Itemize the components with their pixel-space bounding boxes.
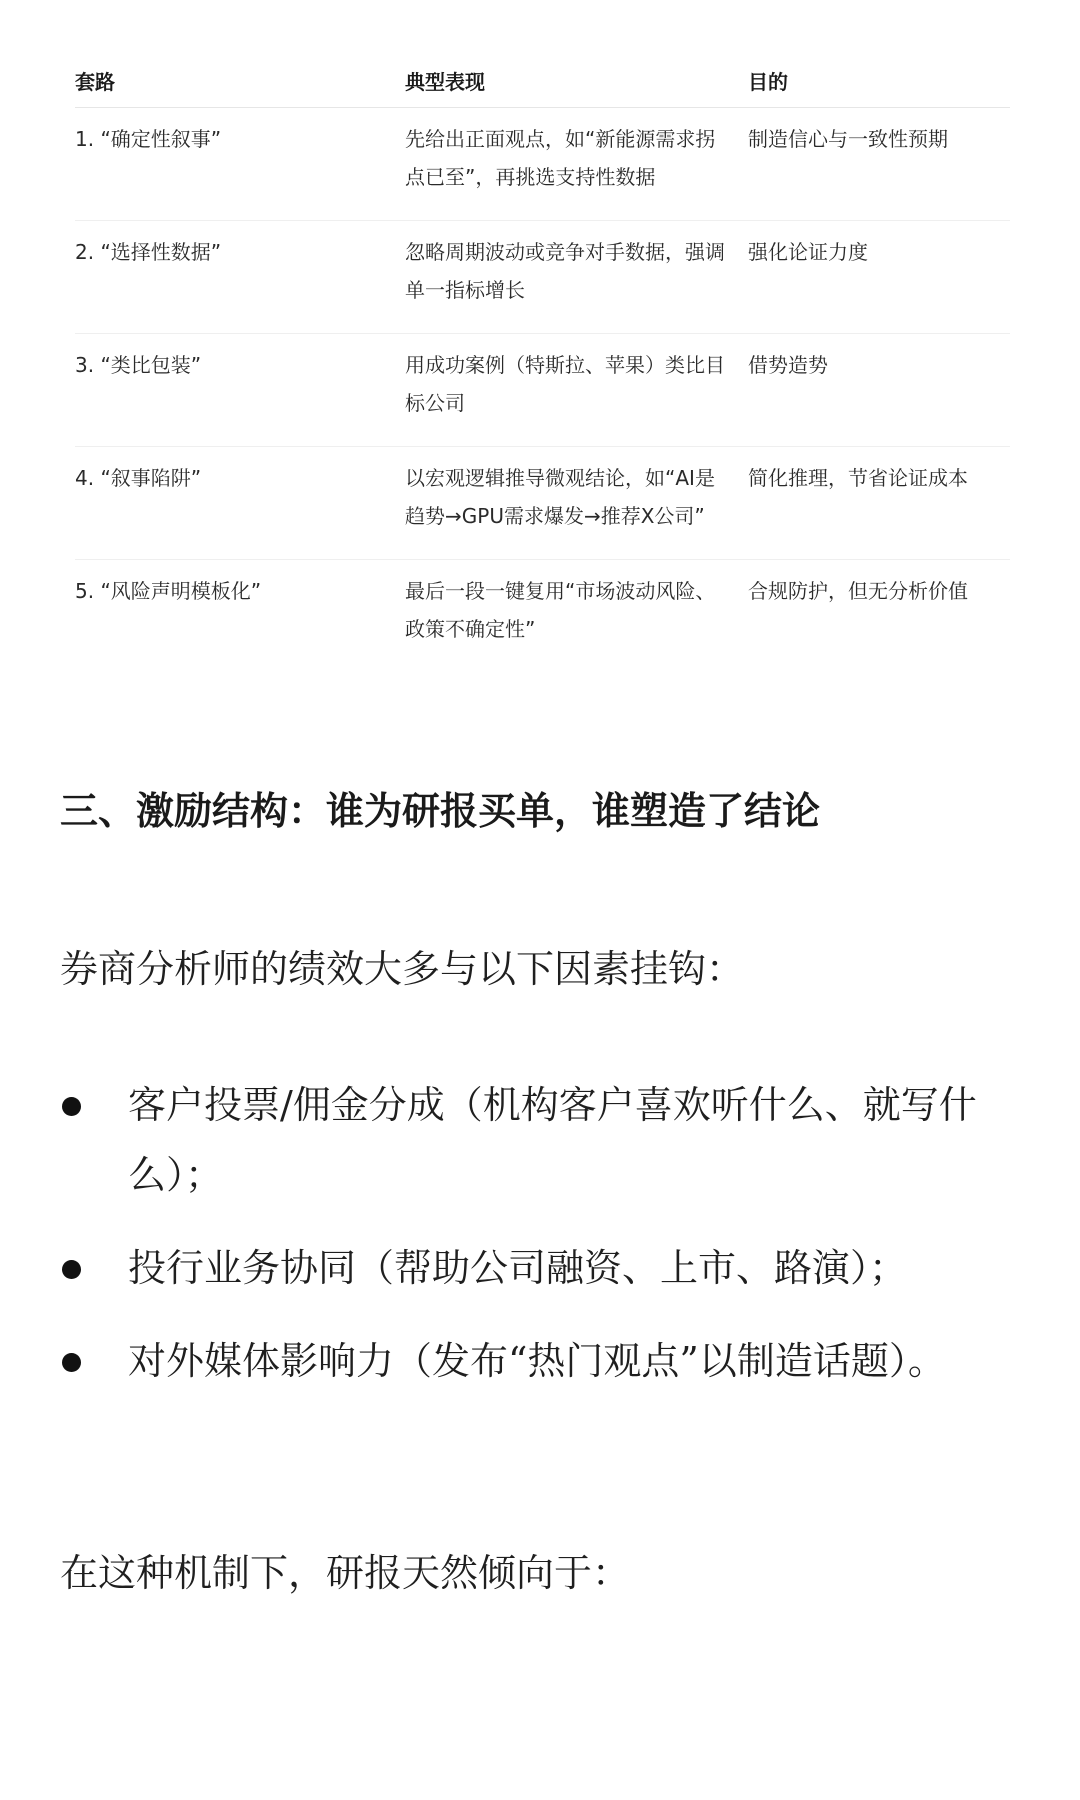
cell-tactic: 5. “风险声明模板化” [75,579,262,603]
list-item-text: 投行业务协同（帮助公司融资、上市、路演）； [128,1246,908,1290]
bullet-dot-icon [62,1260,81,1279]
cell-manifestation: 忽略周期波动或竞争对手数据，强调单一指标增长 [405,221,748,334]
cell-tactic: 4. “叙事陷阱” [75,447,405,560]
bullet-dot-icon [62,1097,81,1116]
cell-manifestation: 最后一段一键复用“市场波动风险、政策不确定性” [405,579,716,641]
table-row [75,447,1010,560]
intro-paragraph: 券商分析师的绩效大多与以下因素挂钩： [60,947,745,991]
cell-manifestation: 用成功案例（特斯拉、苹果）类比目标公司 [405,334,748,447]
cell-tactic: 1. “确定性叙事” [75,108,405,221]
cell-tactic: 2. “选择性数据” [75,221,405,334]
table-header-row [75,60,1010,108]
tactics-table [75,60,1010,672]
section-heading: 三、激励结构：谁为研报买单，谁塑造了结论 [60,788,821,833]
list-item [60,1326,1020,1396]
cell-purpose: 合规防护，但无分析价值 [748,579,968,603]
list-item [60,1233,1020,1303]
cell-manifestation: 先给出正面观点，如“新能源需求拐点已至”，再挑选支持性数据 [405,108,748,221]
cell-purpose: 简化推理，节省论证成本 [748,447,1010,560]
table-row [75,560,1010,673]
outro-paragraph: 在这种机制下，研报天然倾向于： [60,1551,631,1595]
cell-purpose: 强化论证力度 [748,221,1010,334]
list-item [60,1070,1020,1210]
column-header-tactic: 套路 [75,60,405,108]
list-item-text: 对外媒体影响力（发布“热门观点”以制造话题）。 [128,1339,946,1383]
cell-purpose: 制造信心与一致性预期 [748,108,1010,221]
column-header-manifestation: 典型表现 [405,60,748,108]
incentive-bullet-list [60,1070,1020,1419]
cell-manifestation: 以宏观逻辑推导微观结论，如“AI是趋势→GPU需求爆发→推荐X公司” [405,447,748,560]
bullet-dot-icon [62,1353,81,1372]
cell-tactic: 3. “类比包装” [75,334,405,447]
table-row [75,108,1010,221]
table-row [75,334,1010,447]
tactics-table-container [75,60,1010,672]
cell-purpose: 借势造势 [748,334,1010,447]
list-item-text: 客户投票/佣金分成（机构客户喜欢听什么、就写什么）； [128,1083,977,1197]
table-row [75,221,1010,334]
column-header-purpose: 目的 [748,60,1010,108]
